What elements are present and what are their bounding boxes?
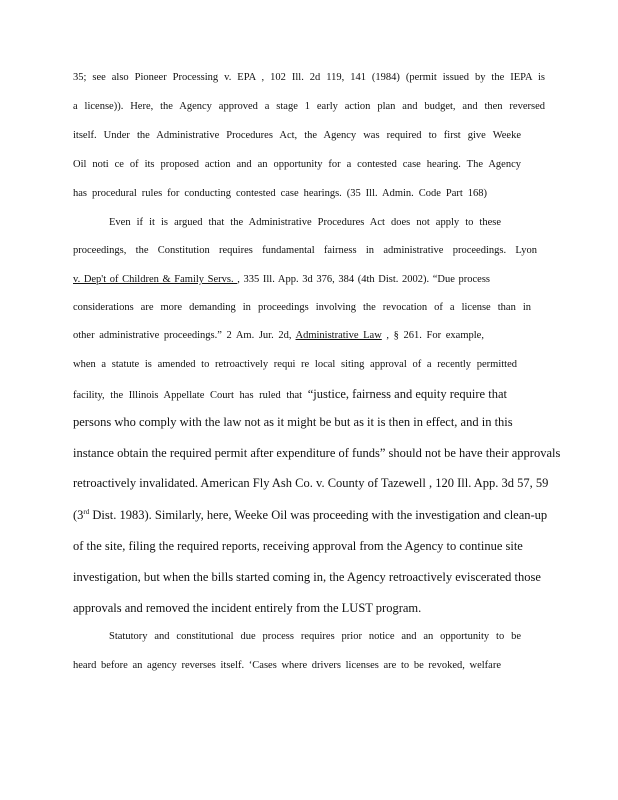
ordinal-suffix: rd — [83, 507, 90, 516]
text-line-13: persons who comply with the law not as it might be but as it is then in effect, and in this — [73, 415, 513, 429]
text-line-4: Oil noti ce of its proposed action and an opportunity for a contested case hearing. The Agency — [73, 159, 521, 170]
text-line-8-rest: , 335 Ill. App. 3d 376, 384 (4th Dist. 2002). “Due process — [237, 274, 491, 285]
text-line-5: has procedural rules for conducting contested case hearings. (35 Ill. Admin. Code Part 168) — [73, 188, 487, 199]
treatise-link[interactable]: Administrative Law — [295, 330, 382, 341]
text-line-9: considerations are more demanding in proceedings involving the revocation of a license than in — [73, 302, 531, 313]
text-line-16 — [73, 507, 548, 523]
text-line-8 — [73, 274, 525, 285]
text-line-19: approvals and removed the incident entirely from the LUST program. — [73, 601, 422, 615]
text-line-12 — [73, 385, 533, 403]
text-line-16-rest: Dist. 1983). Similarly, here, Weeke Oil was proceeding with the investigation and clean-up — [89, 508, 548, 522]
text-line-17: of the site, filing the required reports, receiving approval from the Agency to continue site — [73, 539, 523, 553]
text-line-7: proceedings, the Constitution requires fundamental fairness in administrative proceedings. Lyon — [73, 245, 537, 256]
text-line-2: a license)). Here, the Agency approved a stage 1 early action plan and budget, and then reversed — [73, 101, 545, 112]
text-line-15: retroactively invalidated. American Fly Ash Co. v. County of Tazewell , 120 Ill. App. 3d 57, 59 — [73, 476, 549, 490]
text-line-14: instance obtain the required permit after expenditure of funds” should not be have their approvals — [73, 446, 561, 460]
text-line-3: itself. Under the Administrative Procedures Act, the Agency was required to first give Weeke — [73, 130, 521, 141]
paragraph-2-line-1: Even if it is argued that the Administrative Procedures Act does not apply to these — [109, 217, 501, 228]
text-line-10 — [73, 330, 513, 341]
text-line-1: 35; see also Pioneer Processing v. EPA , 102 Ill. 2d 119, 141 (1984) (permit issued by the IEPA is — [73, 72, 545, 83]
text-line-10-rest: , § 261. For example, — [381, 330, 484, 341]
text-line-12-quote: “justice, fairness and equity require that — [307, 387, 507, 401]
text-line-18: investigation, but when the bills started coming in, the Agency retroactively eviscerated those — [73, 570, 541, 584]
text-line-12-start: facility, the Illinois Appellate Court has ruled that — [73, 390, 308, 401]
paragraph-3-line-1: Statutory and constitutional due process requires prior notice and an opportunity to be — [109, 631, 521, 642]
text-line-11: when a statute is amended to retroactively requi re local siting approval of a recently permitted — [73, 359, 517, 370]
ordinal-number: 3 — [77, 508, 84, 522]
paren-open: ( — [73, 508, 78, 522]
text-line-10-start: other administrative proceedings.” 2 Am. Jur. 2d, — [73, 330, 296, 341]
case-citation-link[interactable]: v. Dep't of Children & Family Servs. — [73, 274, 238, 285]
text-line-21: heard before an agency reverses itself. ‘Cases where drivers licenses are to be revoked, welfare — [73, 660, 501, 671]
